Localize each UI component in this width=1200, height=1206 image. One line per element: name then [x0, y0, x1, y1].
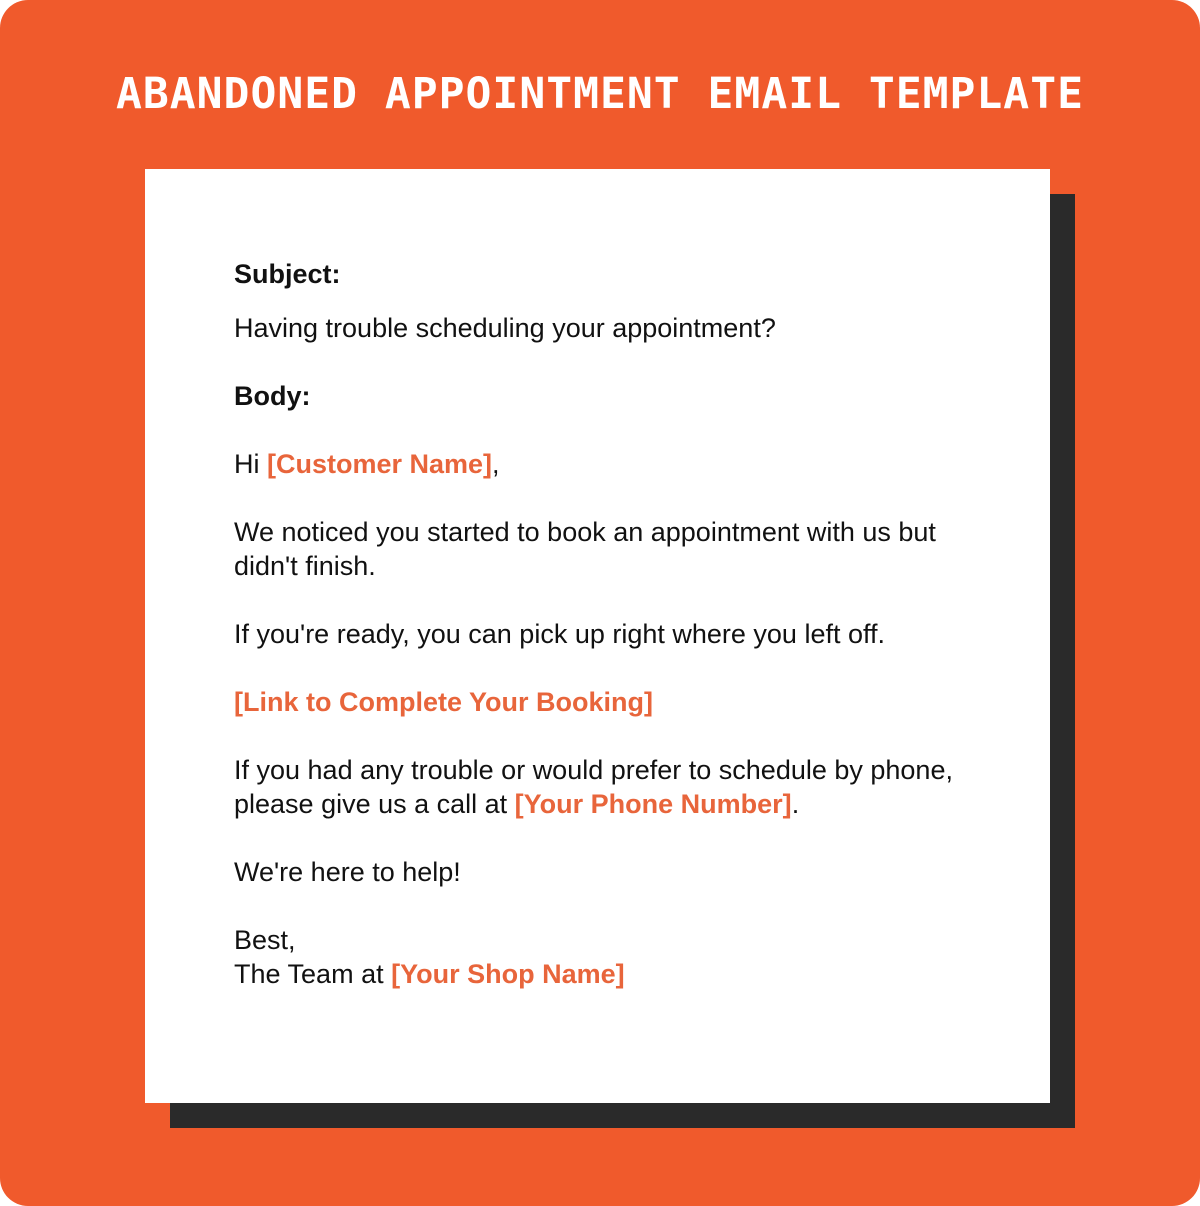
paragraph-4-text: We're here to help!: [234, 857, 461, 887]
page-title: ABANDONED APPOINTMENT EMAIL TEMPLATE: [116, 69, 1084, 119]
paragraph-notice: [234, 515, 994, 583]
subject-label: Subject:: [234, 259, 341, 289]
subject-label-line: [234, 257, 994, 291]
phone-number-placeholder: [Your Phone Number]: [514, 789, 792, 819]
team-prefix: The Team at: [234, 959, 392, 989]
shop-name-placeholder: [Your Shop Name]: [391, 959, 625, 989]
body-label: Body:: [234, 381, 311, 411]
signature-block: [234, 923, 994, 991]
subject-text: Having trouble scheduling your appointment?: [234, 313, 776, 343]
signoff-text: Best,: [234, 925, 296, 955]
booking-link-line: [234, 685, 994, 719]
paragraph-help: [234, 855, 994, 889]
greeting-suffix: ,: [492, 449, 500, 479]
greeting-prefix: Hi: [234, 449, 267, 479]
email-template-card: [145, 169, 1050, 1103]
greeting-line: [234, 447, 994, 481]
paragraph-phone: [234, 753, 994, 821]
email-content: [234, 257, 994, 1025]
booking-link-placeholder: [Link to Complete Your Booking]: [234, 687, 653, 717]
paragraph-ready: [234, 617, 994, 651]
body-label-line: [234, 379, 994, 413]
paragraph-1-text: We noticed you started to book an appointment with us but didn't finish.: [234, 517, 936, 581]
paragraph-3-suffix: .: [791, 789, 800, 819]
customer-name-placeholder: [Customer Name]: [267, 449, 493, 479]
subject-line: [234, 311, 994, 345]
paragraph-2-text: If you're ready, you can pick up right where you left off.: [234, 619, 886, 649]
paragraph-3-prefix: If you had any trouble or would prefer to schedule by phone, please give us a call at: [234, 755, 953, 819]
